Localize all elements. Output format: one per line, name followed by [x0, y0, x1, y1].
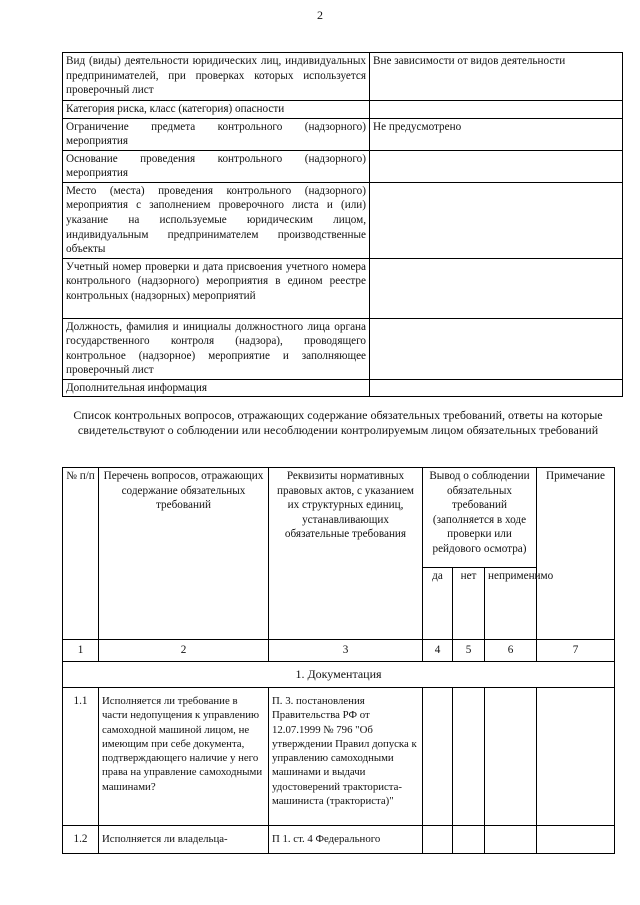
info-row	[63, 258, 623, 318]
question-text: Исполняется ли требование в части недопущения к управлению самоходной машиной лицом, не имеющим при себе документа, подтверждающего наличие у него права на управление самоходными машинами?	[99, 688, 269, 826]
page-number: 2	[317, 8, 323, 22]
column-number-row	[63, 640, 615, 662]
info-row	[63, 101, 623, 119]
table-row	[63, 826, 615, 854]
row-number: 1.2	[63, 826, 99, 854]
act-reference: П. 3. постановления Правительства РФ от 12.07.1999 № 796 "Об утверждении Правил допуска к управлению самоходными машинами и выдачи удостоверений тракториста-машиниста (тракториста)"	[269, 688, 423, 826]
header-acts: Реквизиты нормативных правовых актов, с указанием их структурных единиц, устанавливающих обязательные требования	[269, 468, 423, 640]
answer-yes-cell	[423, 826, 453, 854]
info-label: Ограничение предмета контрольного (надзорного) мероприятия	[63, 118, 370, 150]
column-number: 6	[485, 640, 537, 662]
header-not-applicable: неприменимо	[485, 568, 537, 640]
info-value	[370, 318, 623, 379]
header-note: Примечание	[537, 468, 615, 640]
info-row	[63, 150, 623, 182]
list-heading: Список контрольных вопросов, отражающих содержание обязательных требований, ответы на которые свидетельствуют о соблюдении или несоблюдении контролируемым лицом обязательных требований	[73, 408, 603, 437]
info-value	[370, 150, 623, 182]
answer-na-cell	[485, 688, 537, 826]
column-number: 1	[63, 640, 99, 662]
header-conclusion: Вывод о соблюдении обязательных требований (заполняется в ходе проверки или рейдового осмотра)	[423, 468, 537, 568]
info-label: Вид (виды) деятельности юридических лиц, индивидуальных предпринимателей, при проверках которых используется проверочный лист	[63, 53, 370, 101]
column-number: 3	[269, 640, 423, 662]
info-value: Не предусмотрено	[370, 118, 623, 150]
act-reference: П 1. ст. 4 Федерального	[269, 826, 423, 854]
note-cell	[537, 688, 615, 826]
info-row	[63, 118, 623, 150]
column-number: 4	[423, 640, 453, 662]
info-label: Место (места) проведения контрольного (надзорного) мероприятия с заполнением проверочного листа и (или) указание на используемые юридическим лицом, индивидуальным предпринимателем производственные объекты	[63, 182, 370, 258]
info-row	[63, 53, 623, 101]
info-value	[370, 258, 623, 318]
answer-no-cell	[453, 826, 485, 854]
header-no: нет	[453, 568, 485, 640]
info-value	[370, 101, 623, 119]
questions-table	[62, 467, 615, 854]
note-cell	[537, 826, 615, 854]
info-value	[370, 182, 623, 258]
answer-no-cell	[453, 688, 485, 826]
column-number: 5	[453, 640, 485, 662]
column-number: 7	[537, 640, 615, 662]
info-label: Основание проведения контрольного (надзорного) мероприятия	[63, 150, 370, 182]
column-number: 2	[99, 640, 269, 662]
info-label: Должность, фамилия и инициалы должностного лица органа государственного контроля (надзора), проводящего контрольное (надзорное) мероприятие и заполняющее проверочный лист	[63, 318, 370, 379]
answer-yes-cell	[423, 688, 453, 826]
info-value	[370, 379, 623, 397]
header-yes: да	[423, 568, 453, 640]
table-row	[63, 688, 615, 826]
info-table	[62, 52, 623, 397]
header-num: № п/п	[63, 468, 99, 640]
info-row	[63, 182, 623, 258]
section-title: 1. Документация	[63, 662, 615, 688]
answer-na-cell	[485, 826, 537, 854]
info-value: Вне зависимости от видов деятельности	[370, 53, 623, 101]
info-row	[63, 379, 623, 397]
header-questions: Перечень вопросов, отражающих содержание обязательных требований	[99, 468, 269, 640]
info-row	[63, 318, 623, 379]
question-text: Исполняется ли владельца-	[99, 826, 269, 854]
info-label: Учетный номер проверки и дата присвоения учетного номера контрольного (надзорного) мероприятия в едином реестре контрольных (надзорных) мероприятий	[63, 258, 370, 318]
info-label: Дополнительная информация	[63, 379, 370, 397]
row-number: 1.1	[63, 688, 99, 826]
info-label: Категория риска, класс (категория) опасности	[63, 101, 370, 119]
